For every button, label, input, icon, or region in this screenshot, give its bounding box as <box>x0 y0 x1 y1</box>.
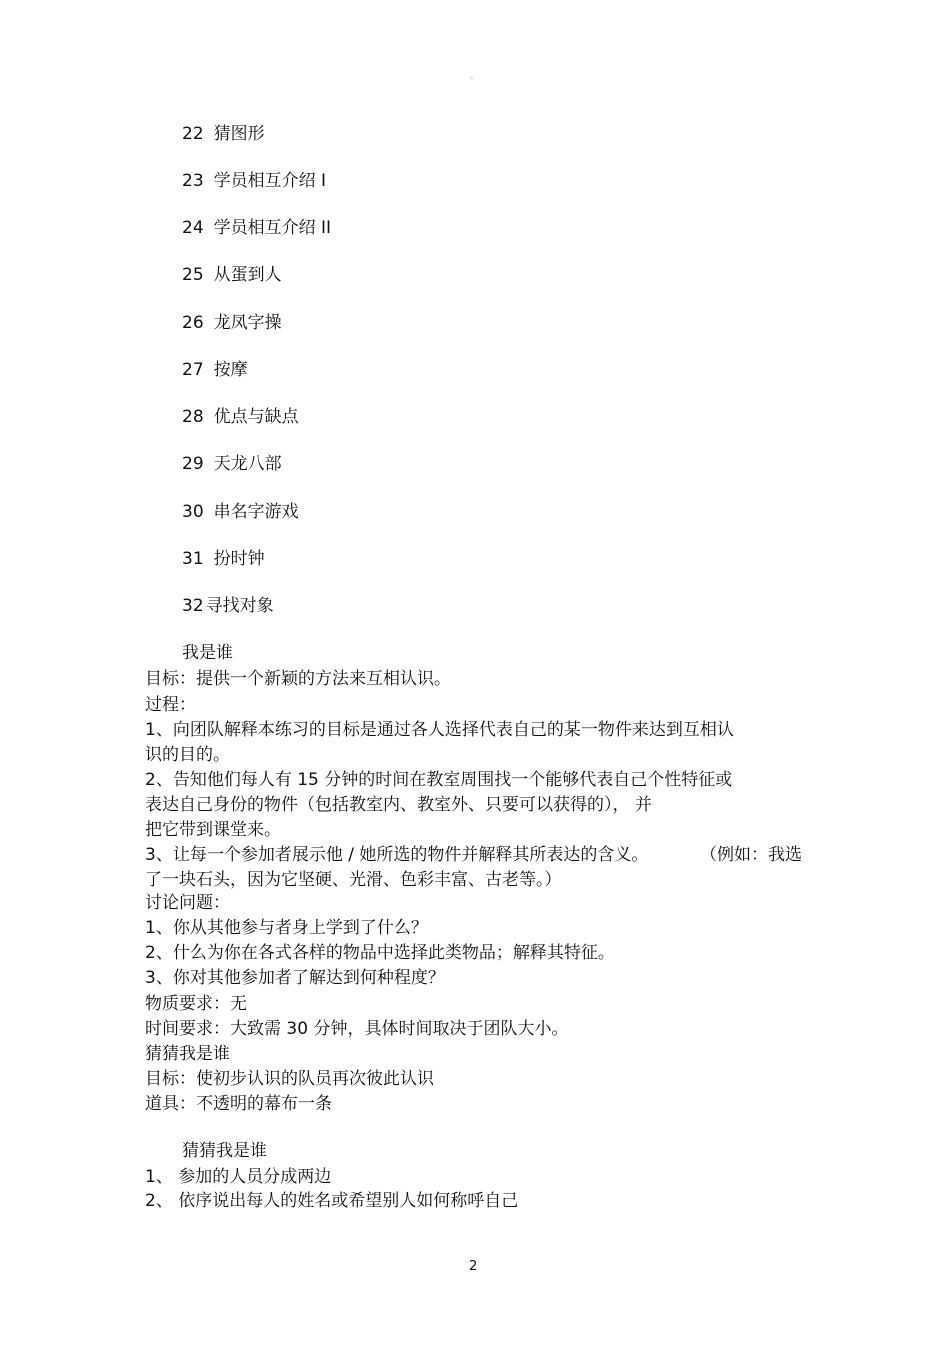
toc-title: 学员相互介绍 II <box>213 218 332 238</box>
toc-item <box>182 260 282 285</box>
subsection-title: 猜猜我是谁 <box>182 1141 267 1161</box>
toc-number: 23 <box>182 171 204 191</box>
section-title: 猜猜我是谁 <box>145 1044 230 1064</box>
toc-number: 29 <box>182 454 204 474</box>
step-text: 3、让每一个参加者展示他 / 她所选的物件并解释其所表达的含义。 <box>145 845 649 865</box>
toc-item <box>182 591 274 616</box>
toc-title: 天龙八部 <box>213 454 282 474</box>
header-mark: 。 <box>470 71 478 80</box>
toc-item <box>182 355 248 380</box>
toc-title: 优点与缺点 <box>213 407 299 427</box>
time-text: 时间要求：大致需 30 分钟，具体时间取决于团队大小。 <box>145 1019 569 1039</box>
toc-number: 32 <box>182 596 204 616</box>
goal-text: 目标：提供一个新颖的方法来互相认识。 <box>145 669 451 689</box>
materials-text: 物质要求：无 <box>145 994 247 1014</box>
step-text: 了一块石头，因为它坚硬、光滑、色彩丰富、古老等。） <box>145 870 562 890</box>
toc-title: 寻找对象 <box>205 596 274 616</box>
toc-title: 扮时钟 <box>213 549 265 569</box>
toc-number: 25 <box>182 265 204 285</box>
toc-number: 22 <box>182 124 204 144</box>
toc-number: 30 <box>182 502 204 522</box>
toc-number: 31 <box>182 549 204 569</box>
toc-number: 24 <box>182 218 204 238</box>
toc-item <box>182 449 282 474</box>
step-text: 2、告知他们每人有 15 分钟的时间在教室周围找一个能够代表自己个性特征或 <box>145 770 733 790</box>
toc-item <box>182 119 265 144</box>
step-text: 把它带到课堂来。 <box>145 820 281 840</box>
step-example: （例如：我选 <box>700 845 802 865</box>
step-text: 2、 依序说出每人的姓名或希望别人如何称呼自己 <box>145 1191 519 1211</box>
toc-title: 从蛋到人 <box>213 265 282 285</box>
toc-number: 26 <box>182 313 204 333</box>
toc-title: 串名字游戏 <box>213 502 299 522</box>
step-text: 1、向团队解释本练习的目标是通过各人选择代表自己的某一物件来达到互相认 <box>145 720 734 740</box>
toc-title: 学员相互介绍 I <box>213 171 327 191</box>
step-text: 识的目的。 <box>145 745 230 765</box>
process-label: 过程： <box>145 695 196 715</box>
section-title: 我是谁 <box>182 643 233 663</box>
toc-item <box>182 166 326 191</box>
question-text: 1、你从其他参与者身上学到了什么？ <box>145 918 428 938</box>
discussion-label: 讨论问题： <box>145 893 230 913</box>
toc-item <box>182 308 282 333</box>
goal-text: 目标：使初步认识的队员再次彼此认识 <box>145 1069 434 1089</box>
question-text: 2、什么为你在各式各样的物品中选择此类物品；解释其特征。 <box>145 943 615 963</box>
toc-number: 28 <box>182 407 204 427</box>
toc-item <box>182 402 299 427</box>
props-text: 道具：不透明的幕布一条 <box>145 1094 332 1114</box>
toc-item <box>182 213 331 238</box>
toc-number: 27 <box>182 360 204 380</box>
toc-item <box>182 544 265 569</box>
toc-title: 猜图形 <box>213 124 265 144</box>
step-text: 表达自己身份的物件（包括教室内、教室外、只要可以获得的）， 并 <box>145 795 652 815</box>
toc-title: 按摩 <box>213 360 248 380</box>
step-text: 1、 参加的人员分成两边 <box>145 1167 332 1187</box>
question-text: 3、你对其他参加者了解达到何种程度？ <box>145 968 445 988</box>
page-number: 2 <box>469 1259 478 1274</box>
toc-title: 龙凤字操 <box>213 313 282 333</box>
toc-item <box>182 497 299 522</box>
